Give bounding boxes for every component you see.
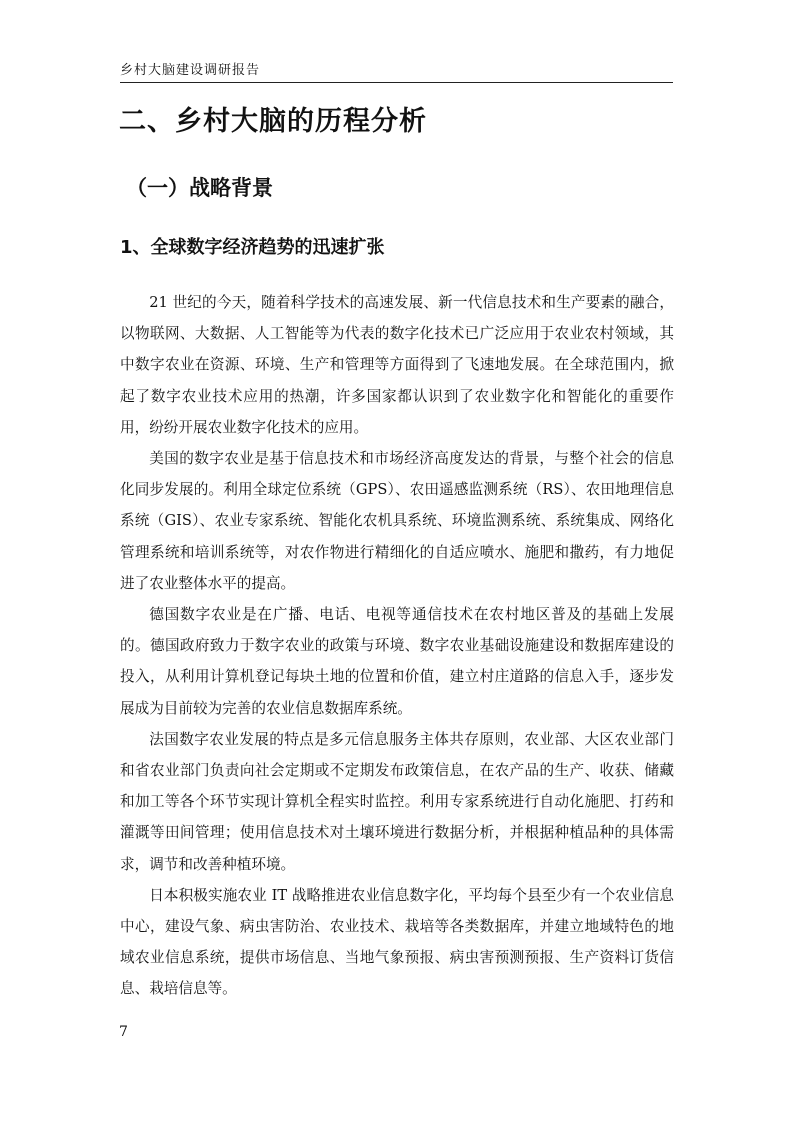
paragraph-japan: 日本积极实施农业 IT 战略推进农业信息数字化，平均每个县至少有一个农业信息中心，建设气象、病虫害防治、农业技术、栽培等各类数据库，并建立地域特色的地域农业信息系统，提供市场信息、当地气象预报、病虫害预测预报、生产资料订货信息、栽培信息等。	[120, 886, 674, 998]
header-title: 乡村大脑建设调研报告	[120, 63, 261, 78]
paragraph-germany: 德国数字农业是在广播、电话、电视等通信技术在农村地区普及的基础上发展的。德国政府致力于数字农业的政策与环境、数字农业基础设施建设和数据库建设的投入，从利用计算机登记每块土地的位置和价值，建立村庄道路的信息入手，逐步发展成为目前较为完善的农业信息数据库系统。	[120, 606, 674, 717]
section-title: 二、乡村大脑的历程分析	[119, 106, 427, 137]
paragraph-france: 法国数字农业发展的特点是多元信息服务主体共存原则，农业部、大区农业部门和省农业部门负责向社会定期或不定期发布政策信息，在农产品的生产、收获、储藏和加工等各个环节实现计算机全程实时监控。利用专家系统进行自动化施肥、打药和灌溉等田间管理；使用信息技术对土壤环境进行数据分析，并根据种植品种的具体需求，调节和改善种植环境。	[120, 730, 674, 873]
subsection-title: （一）战略背景	[126, 176, 273, 200]
paragraph-usa: 美国的数字农业是基于信息技术和市场经济高度发达的背景，与整个社会的信息化同步发展的。利用全球定位系统（GPS）、农田遥感监测系统（RS）、农田地理信息系统（GIS）、农业专家系统、智能化农机具系统、环境监测系统、系统集成、网络化管理系统和培训系统等，对农作物进行精细化的自适应喷水、施肥和撒药，有力地促进了农业整体水平的提高。	[120, 450, 674, 592]
body-text	[120, 287, 674, 1005]
page-number: 7	[119, 1024, 128, 1040]
paragraph-global-trend: 21 世纪的今天，随着科学技术的高速发展、新一代信息技术和生产要素的融合，以物联网、大数据、人工智能等为代表的数字化技术已广泛应用于农业农村领域，其中数字农业在资源、环境、生产和管理等方面得到了飞速地发展。在全球范围内，掀起了数字农业技术应用的热潮，许多国家都认识到了农业数字化和智能化的重要作用，纷纷开展农业数字化技术的应用。	[120, 294, 674, 436]
subsubsection-title: 1、全球数字经济趋势的迅速扩张	[120, 237, 385, 258]
page-header	[120, 56, 673, 83]
